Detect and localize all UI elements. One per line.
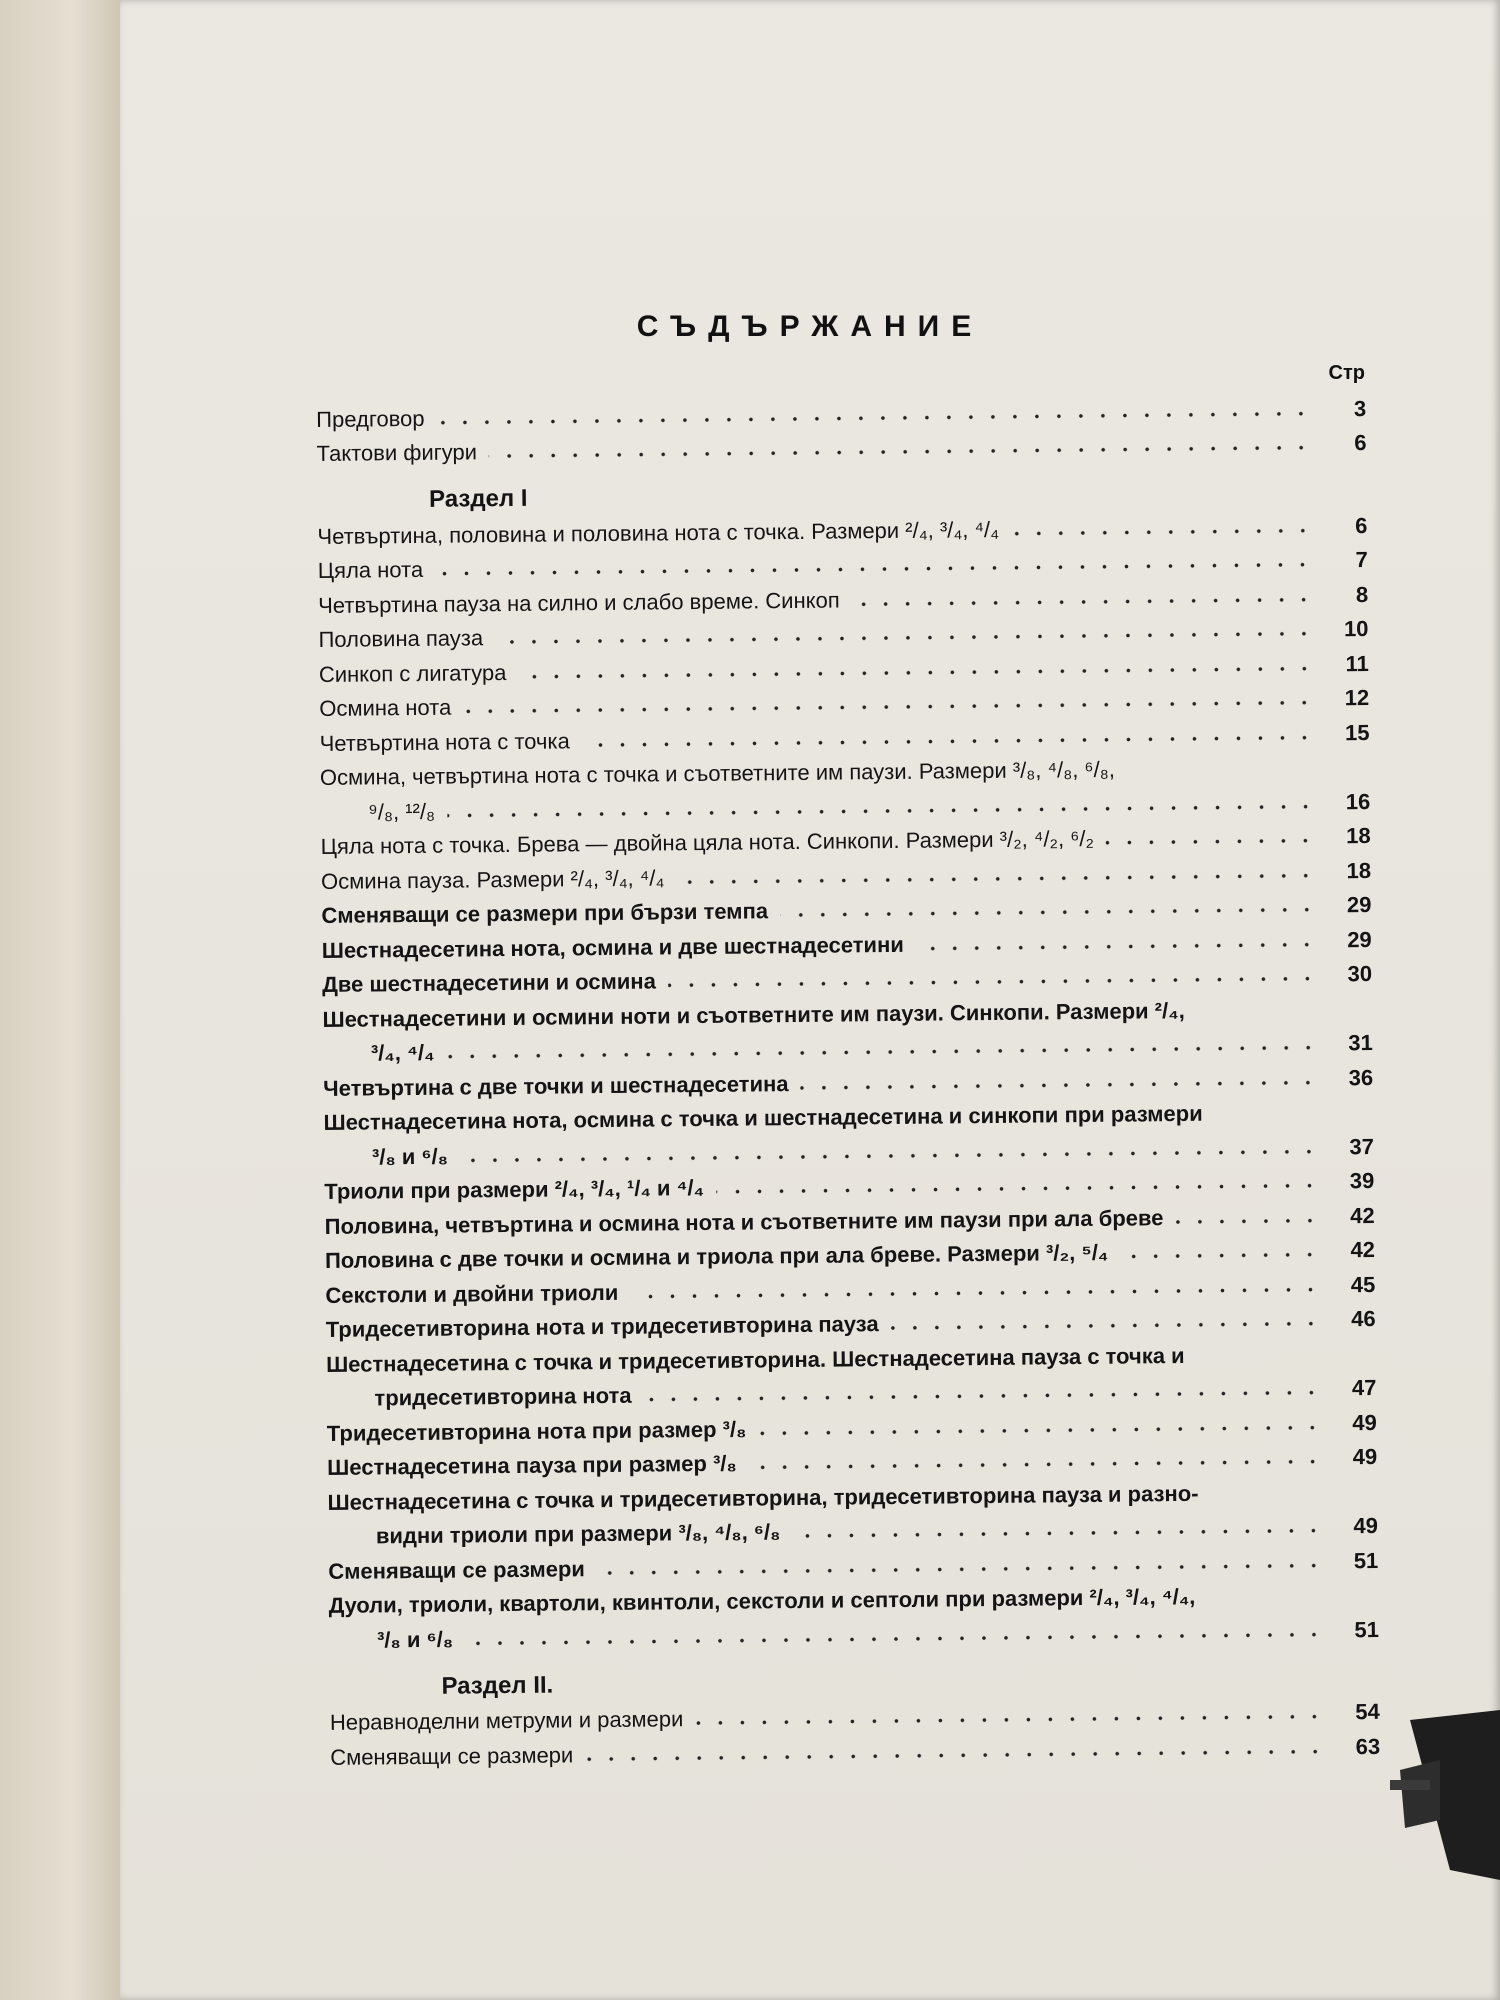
leader-dots (668, 976, 1318, 989)
toc-entry-page: 49 (1352, 1443, 1378, 1470)
toc-entry-title: Четвъртина пауза на силно и слабо време. Синкоп (318, 587, 840, 618)
leader-dots (801, 1079, 1320, 1090)
toc-entry-page: 47 (1351, 1374, 1377, 1401)
leader-dots (1175, 1217, 1320, 1225)
leader-dots (792, 1528, 1324, 1540)
leader-dots (582, 734, 1316, 748)
toc-entry-page: 36 (1348, 1064, 1374, 1090)
toc-entry-title: тридесетивторина нота (374, 1382, 632, 1411)
toc-entry-page: 49 (1352, 1409, 1377, 1435)
toc-entry-title: видни триоли при размери ³/₈, ⁴/₈, ⁶/₈ (375, 1519, 781, 1549)
toc-entry-title: Четвъртина, половина и половина нота с точка. Размери ²/₄, ³/₄, ⁴/₄ (317, 516, 1000, 549)
toc-entry-title: Осмина, четвъртина нота с точка и съответните им паузи. Размери ³/₈, ⁴/₈, ⁶/₈, (319, 756, 1116, 790)
toc-entry-page: 18 (1346, 857, 1372, 883)
toc-entry-title: Дуоли, триоли, квартоли, квинтоли, секстоли и септоли при размери ²/₄, ³/₄, ⁴/₄, (328, 1583, 1196, 1618)
toc-entry-page: 6 (1355, 512, 1368, 538)
binder-clip (1380, 1710, 1500, 1880)
toc-entry-page: 39 (1349, 1167, 1375, 1194)
toc-entry-title: Тридесетивторина нота и тридесетивторина пауза (325, 1311, 879, 1342)
toc-entry-page: 10 (1343, 615, 1369, 642)
section-heading: Раздел II. (441, 1671, 554, 1700)
toc-entry-title: Цяла нота с точка. Брева — двойна цяла нота. Синкопи. Размери ³/₂, ⁴/₂, ⁶/₂ (320, 825, 1095, 859)
toc-entry-title: Две шестнадесетини и осмина (322, 968, 656, 997)
toc-entry-page: 54 (1355, 1698, 1380, 1725)
toc-entry-title: Триоли при размери ²/₄, ³/₄, ¹/₄ и ⁴/₄ (324, 1174, 705, 1204)
toc-entry-page: 46 (1351, 1305, 1376, 1332)
toc-entry-title: Шестнадесетина нота, осмина и две шестнадесетини (321, 931, 904, 963)
toc-entry-title: Секстоли и двойни триоли (325, 1279, 619, 1308)
leader-dots (585, 1748, 1326, 1762)
toc-entry-title: Тридесетивторина нота при размер ³/₈ (326, 1416, 747, 1446)
toc-entry-page: 15 (1344, 719, 1370, 745)
toc-entry-page: 51 (1354, 1616, 1380, 1642)
toc-entry-page: 37 (1349, 1133, 1375, 1159)
leader-dots (597, 1562, 1324, 1576)
toc-entry-title: Осмина нота (319, 694, 452, 721)
page-title: СЪДЪРЖАНИЕ (636, 310, 984, 343)
toc-entry-title: Четвъртина нота с точка (319, 727, 570, 756)
toc-entry-page: 31 (1348, 1029, 1373, 1056)
leader-dots (518, 665, 1314, 679)
toc-entry-page: 45 (1350, 1271, 1376, 1297)
toc-entry-title: Сменяващи се размери (330, 1741, 574, 1770)
toc-entry-page: 29 (1347, 926, 1372, 952)
toc-entry-title: Шестнадесетина пауза при размер ³/₈ (327, 1450, 737, 1480)
toc-entry-title: ³/₈ и ⁶/₈ (371, 1143, 449, 1169)
toc-entry-title: ³/₈ и ⁶/₈ (376, 1626, 454, 1652)
toc-entry-page: 12 (1344, 684, 1370, 711)
toc-entry-title: Шестнадесетина нота, осмина с точка и шестнадесетина и синкопи при размери (323, 1100, 1203, 1135)
book-page (120, 0, 1500, 2000)
toc-entry-title: Половина пауза (318, 625, 484, 652)
toc-entry-page: 63 (1355, 1733, 1381, 1759)
bleed-through-texture (267, 61, 1372, 248)
toc-entry-page: 7 (1355, 546, 1368, 573)
toc-entry-title: Синкоп с лигатура (318, 659, 507, 687)
leader-dots (630, 1286, 1321, 1299)
leader-dots (1106, 838, 1317, 846)
toc-entry-title: Шестнадесетини и осмини ноти и съответните им паузи. Синкопи. Размери ²/₄, (322, 997, 1185, 1032)
toc-entry-title: Сменяващи се размери при бързи темпа (321, 898, 769, 928)
leader-dots (780, 907, 1317, 919)
toc-entry-page: 30 (1347, 960, 1373, 987)
page-column-label: Стр (1328, 362, 1365, 384)
toc-entry-title: Четвъртина с две точки и шестнадесетина (323, 1070, 789, 1101)
toc-entry-page: 16 (1345, 788, 1371, 814)
toc-entry-page: 3 (1353, 395, 1367, 421)
leader-dots (1011, 527, 1313, 536)
toc-entry-title: Осмина пауза. Размери ²/₄, ³/₄, ⁴/₄ (320, 864, 665, 894)
left-page-edge (0, 0, 120, 2000)
leader-dots (758, 1424, 1323, 1436)
toc-entry-page: 6 (1354, 430, 1367, 456)
toc-entry-title: Половина с две точки и осмина и триола при ала бреве. Размери ³/₂, ⁵/₄ (324, 1239, 1109, 1273)
toc-entry-page: 18 (1346, 822, 1371, 849)
leader-dots (852, 596, 1314, 607)
toc-entry-title: Предговор (316, 405, 425, 432)
toc-entry-title: Сменяващи се размери (328, 1555, 585, 1584)
leader-dots (695, 1713, 1326, 1726)
toc-entry-title: Тактови фигури (316, 439, 478, 466)
leader-dots (891, 1321, 1322, 1332)
leader-dots (916, 941, 1318, 951)
toc-entry-page: 51 (1353, 1547, 1379, 1573)
toc-entry-title: Шестнадесетина с точка и тридесетивторина. Шестнадесетина пауза с точка и (325, 1342, 1185, 1377)
table-of-contents (316, 387, 1380, 1770)
leader-dots (1120, 1252, 1321, 1260)
toc-entry-page: 42 (1350, 1236, 1376, 1263)
toc-entry-page: 8 (1355, 581, 1369, 607)
toc-entry-title: Неравноделни метруми и размери (329, 1706, 684, 1735)
toc-entry-title: ³/₄, ⁴/₄ (370, 1039, 435, 1066)
toc-entry-page: 49 (1353, 1512, 1378, 1539)
leader-dots (644, 1390, 1323, 1403)
toc-entry-page: 42 (1349, 1202, 1375, 1228)
toc-entry-title: ⁹/₈, ¹²/₈ (368, 798, 436, 824)
toc-entry-page: 11 (1345, 650, 1369, 676)
toc-entry-title: Половина, четвъртина и осмина нота и съответните им паузи при ала бреве (324, 1204, 1164, 1239)
section-heading: Раздел I (428, 484, 528, 513)
leader-dots (749, 1459, 1323, 1471)
toc-entry-title: Шестнадесетина с точка и тридесетивторина, тридесетивторина пауза и разно- (327, 1480, 1199, 1515)
leader-dots (676, 872, 1317, 885)
leader-dots (716, 1183, 1320, 1195)
toc-entry-page: 29 (1346, 891, 1372, 918)
toc-entry-title: Цяла нота (317, 556, 424, 583)
